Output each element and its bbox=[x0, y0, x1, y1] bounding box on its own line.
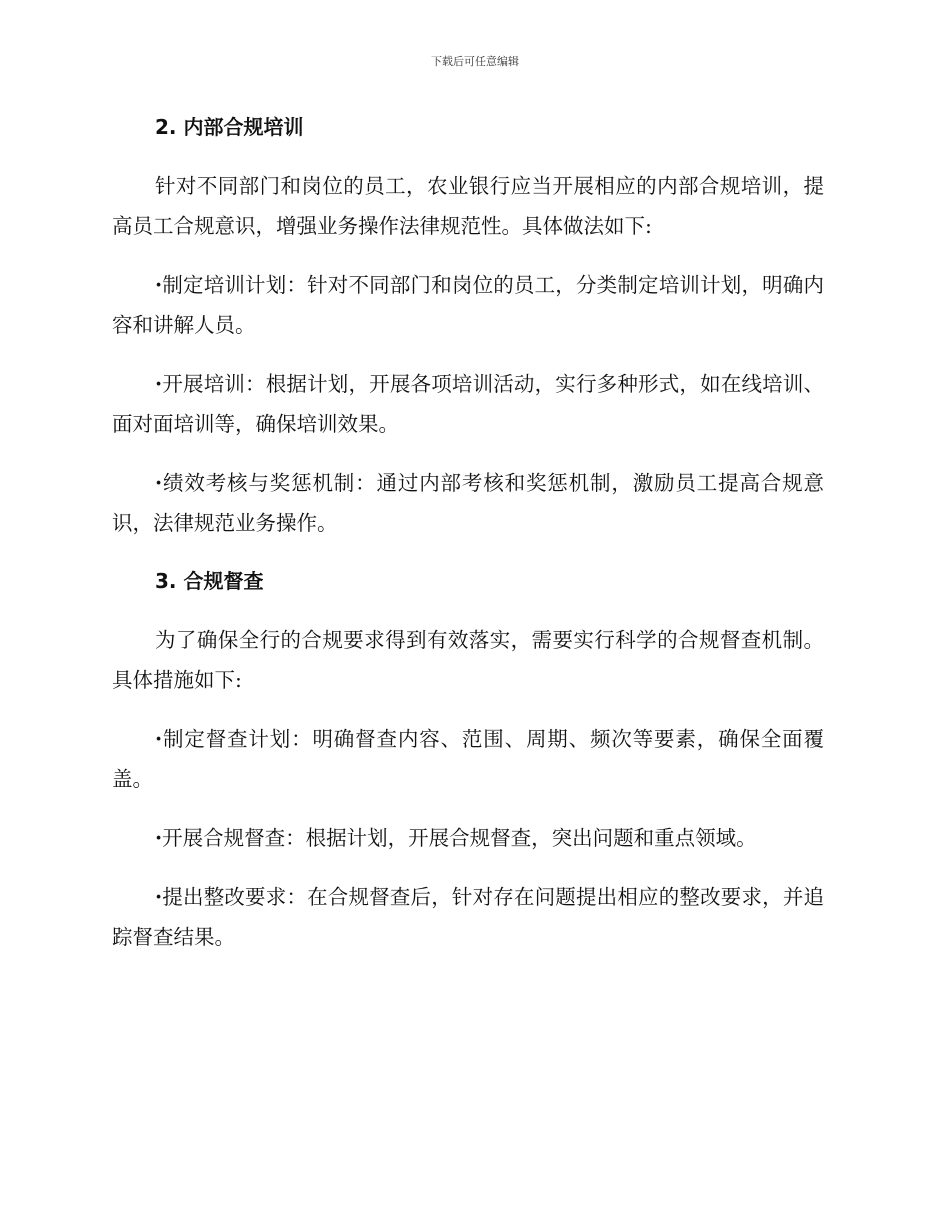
bullet-text: 开展合规督查：根据计划，开展合规督查，突出问题和重点领域。 bbox=[162, 826, 757, 850]
section-intro-paragraph: 针对不同部门和岗位的员工，农业银行应当开展相应的内部合规培训，提高员工合规意识，增强业务操作法律规范性。具体做法如下: bbox=[112, 174, 824, 238]
bullet-item bbox=[112, 877, 824, 957]
bullet-item bbox=[112, 463, 824, 543]
bullet-marker: · bbox=[155, 471, 163, 495]
bullet-item bbox=[112, 818, 824, 858]
section-heading: 3. 合规督查 bbox=[155, 569, 264, 593]
bullet-marker: · bbox=[155, 885, 163, 909]
bullet-item bbox=[112, 364, 824, 444]
bullet-text: 绩效考核与奖惩机制：通过内部考核和奖惩机制，激励员工提高合规意识，法律规范业务操作。 bbox=[112, 471, 824, 535]
section-heading: 2. 内部合规培训 bbox=[155, 115, 304, 139]
bullet-item bbox=[112, 265, 824, 345]
bullet-marker: · bbox=[155, 727, 163, 751]
bullet-item bbox=[112, 719, 824, 799]
section-intro-paragraph: 为了确保全行的合规要求得到有效落实，需要实行科学的合规督查机制。具体措施如下: bbox=[112, 628, 824, 692]
bullet-text: 制定培训计划：针对不同部门和岗位的员工，分类制定培训计划，明确内容和讲解人员。 bbox=[112, 273, 824, 337]
section-compliance-inspection bbox=[112, 562, 824, 957]
section-internal-compliance-training bbox=[112, 108, 824, 543]
bullet-text: 制定督查计划：明确督查内容、范围、周期、频次等要素，确保全面覆盖。 bbox=[112, 727, 824, 791]
bullet-marker: · bbox=[155, 372, 163, 396]
bullet-marker: · bbox=[155, 826, 163, 850]
bullet-text: 开展培训：根据计划，开展各项培训活动，实行多种形式，如在线培训、面对面培训等，确保培训效果。 bbox=[112, 372, 824, 436]
bullet-text: 提出整改要求：在合规督查后，针对存在问题提出相应的整改要求，并追踪督查结果。 bbox=[112, 885, 824, 949]
bullet-marker: · bbox=[155, 273, 163, 297]
document-body bbox=[112, 108, 824, 976]
page-header-note: 下载后可任意编辑 bbox=[431, 55, 519, 68]
